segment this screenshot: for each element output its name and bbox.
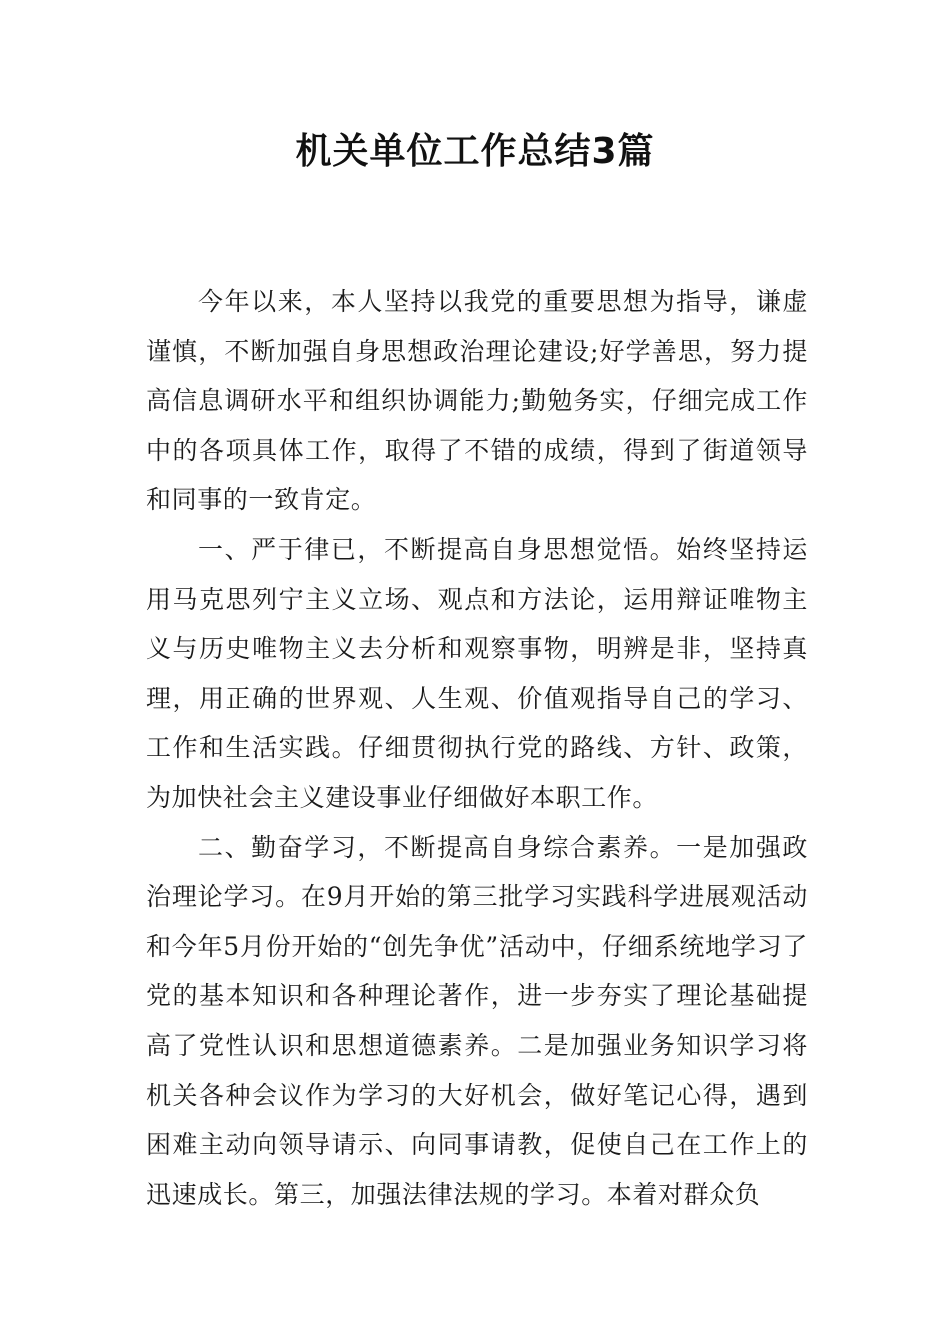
paragraph-section-one: 一、严于律已，不断提高自身思想觉悟。始终坚持运用马克思列宁主义立场、观点和方法论，运用辩证唯物主义与历史唯物主义去分析和观察事物，明辨是非，坚持真理，用正确的世界观、人生观、价值观指导自己的学习、工作和生活实践。仔细贯彻执行党的路线、方针、政策，为加快社会主义建设事业仔细做好本职工作。 bbox=[146, 534, 808, 812]
paragraph-intro: 今年以来，本人坚持以我党的重要思想为指导，谦虚谨慎，不断加强自身思想政治理论建设;好学善思，努力提高信息调研水平和组织协调能力;勤勉务实，仔细完成工作中的各项具体工作，取得了不错的成绩，得到了街道领导和同事的一致肯定。 bbox=[146, 287, 808, 515]
document-title: 机关单位工作总结3篇 bbox=[295, 131, 655, 172]
paragraph-section-two: 二、勤奋学习，不断提高自身综合素养。一是加强政治理论学习。在9月开始的第三批学习实践科学进展观活动和今年5月份开始的“创先争优”活动中，仔细系统地学习了党的基本知识和各种理论著作，进一步夯实了理论基础提高了党性认识和思想道德素养。二是加强业务知识学习将机关各种会议作为学习的大好机会，做好笔记心得，遇到困难主动向领导请示、向同事请教，促使自己在工作上的迅速成长。第三，加强法律法规的学习。本着对群众负 bbox=[146, 832, 808, 1209]
document-body bbox=[146, 277, 808, 1219]
